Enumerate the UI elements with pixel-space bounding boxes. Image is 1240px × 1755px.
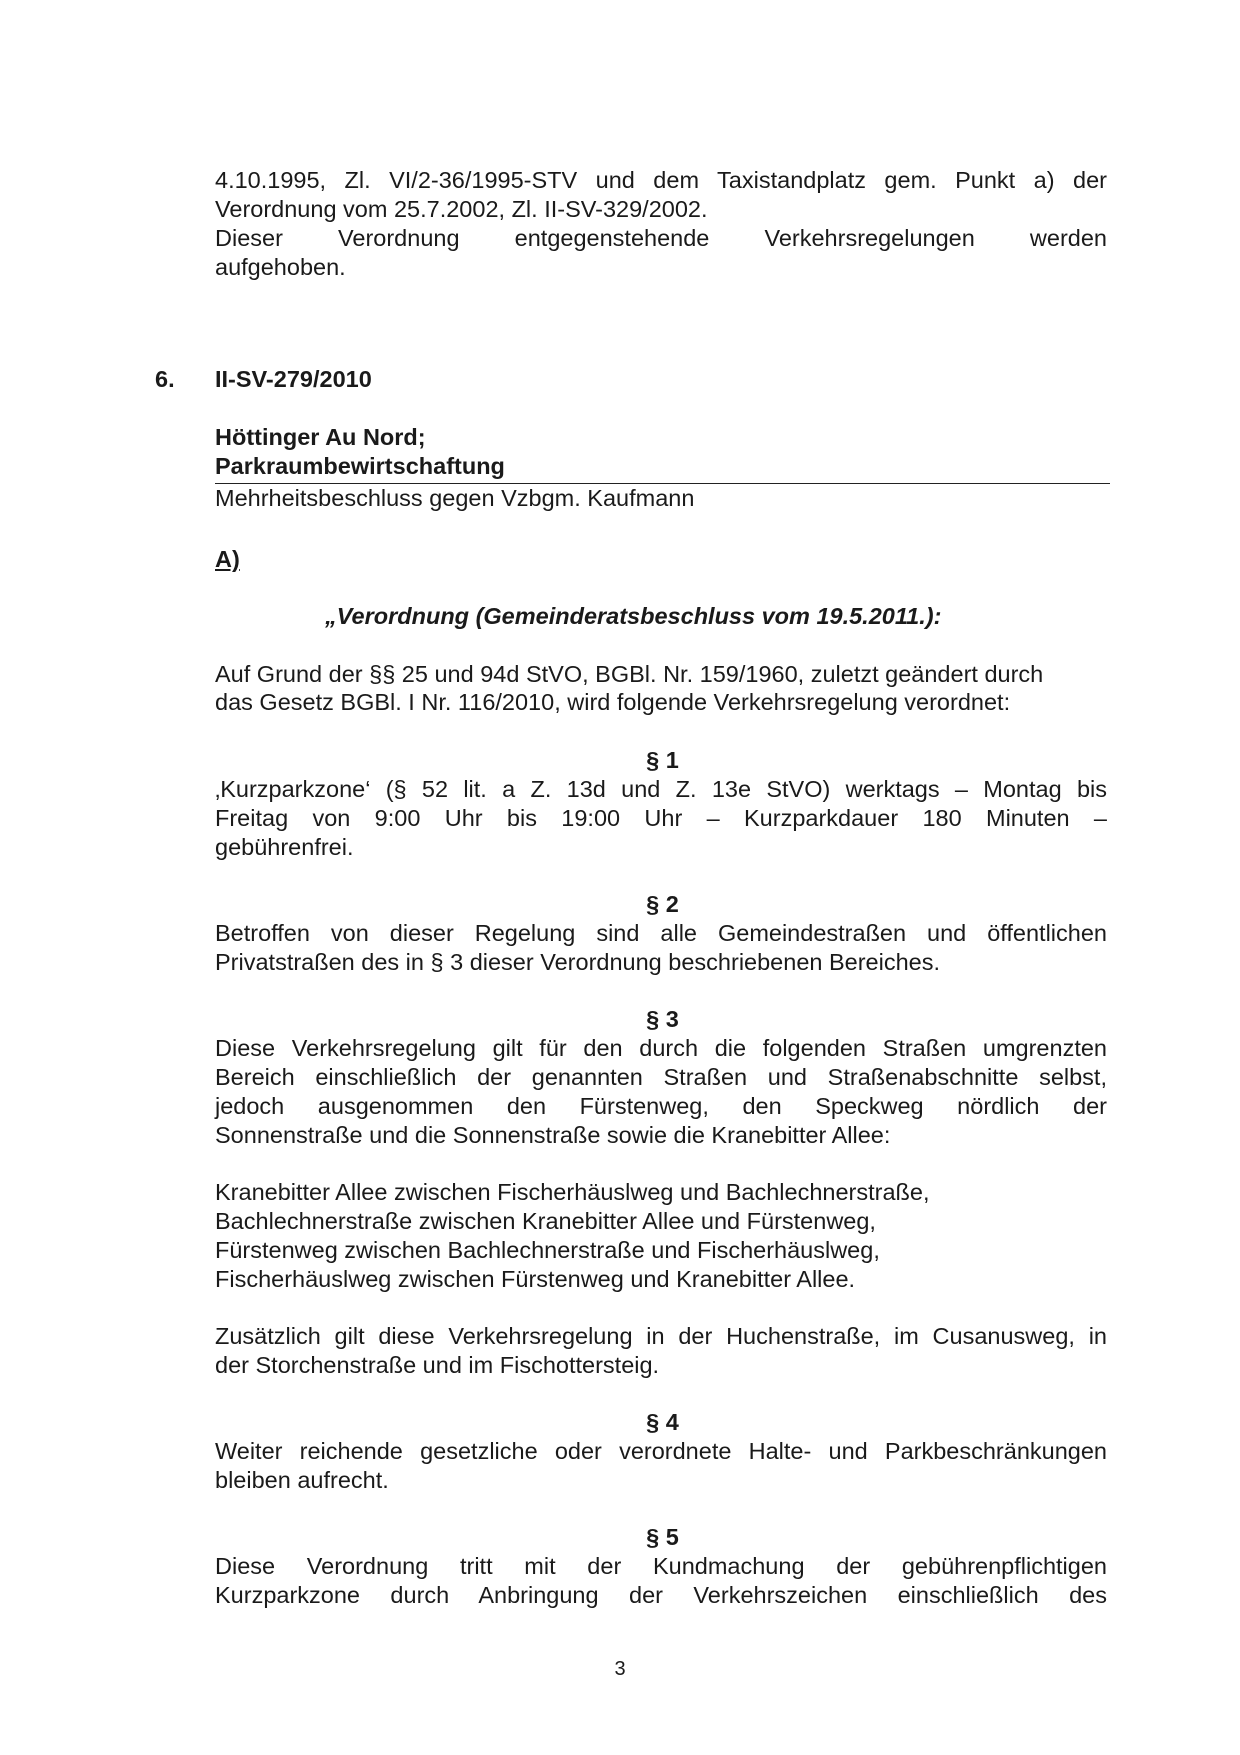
- item-title-line-2: Parkraumbewirtschaftung: [215, 453, 505, 479]
- intro-line-3: Dieser Verordnung entgegenstehende Verkehrsregelungen werden: [215, 225, 1107, 251]
- section-2-label: § 2: [646, 891, 679, 917]
- section-2-line-1: Betroffen von dieser Regelung sind alle Gemeindestraßen und öffentlichen: [215, 920, 1107, 946]
- section-1-label: § 1: [646, 747, 679, 773]
- section-1-line-2: Freitag von 9:00 Uhr bis 19:00 Uhr – Kurzparkdauer 180 Minuten –: [215, 805, 1107, 831]
- item-number: 6.: [155, 366, 175, 392]
- boundary-line-2: Bachlechnerstraße zwischen Kranebitter Allee und Fürstenweg,: [215, 1208, 876, 1234]
- intro-line-1: 4.10.1995, Zl. VI/2-36/1995-STV und dem Taxistandplatz gem. Punkt a) der: [215, 167, 1107, 193]
- section-2-line-2: Privatstraßen des in § 3 dieser Verordnung beschriebenen Bereiches.: [215, 949, 941, 975]
- item-code: II-SV-279/2010: [215, 366, 372, 392]
- boundary-line-1: Kranebitter Allee zwischen Fischerhäuslweg und Bachlechnerstraße,: [215, 1179, 930, 1205]
- item-title-line-1: Höttinger Au Nord;: [215, 424, 426, 450]
- section-3-line-2: Bereich einschließlich der genannten Straßen und Straßenabschnitte selbst,: [215, 1064, 1107, 1090]
- section-1-line-1: ‚Kurzparkzone‘ (§ 52 lit. a Z. 13d und Z. 13e StVO) werktags – Montag bis: [215, 776, 1107, 802]
- decision-note: Mehrheitsbeschluss gegen Vzbgm. Kaufmann: [215, 485, 695, 511]
- section-3-line-4: Sonnenstraße und die Sonnenstraße sowie die Kranebitter Allee:: [215, 1122, 891, 1148]
- section-3-extra-line-2: der Storchenstraße und im Fischottersteig.: [215, 1352, 660, 1378]
- section-3-line-3: jedoch ausgenommen den Fürstenweg, den Speckweg nördlich der: [215, 1093, 1107, 1119]
- section-3-line-1: Diese Verkehrsregelung gilt für den durch die folgenden Straßen umgrenzten: [215, 1035, 1107, 1061]
- boundary-line-4: Fischerhäuslweg zwischen Fürstenweg und Kranebitter Allee.: [215, 1266, 856, 1292]
- boundary-line-3: Fürstenweg zwischen Bachlechnerstraße und Fischerhäuslweg,: [215, 1237, 880, 1263]
- legal-basis-line-1: Auf Grund der §§ 25 und 94d StVO, BGBl. Nr. 159/1960, zuletzt geändert durch: [215, 661, 1044, 687]
- part-label: A): [215, 546, 240, 572]
- ordinance-heading: „Verordnung (Gemeinderatsbeschluss vom 19.5.2011.):: [325, 603, 942, 629]
- intro-line-2: Verordnung vom 25.7.2002, Zl. II-SV-329/2002.: [215, 196, 708, 222]
- section-5-line-2: Kurzparkzone durch Anbringung der Verkehrszeichen einschließlich des: [215, 1582, 1107, 1608]
- section-5-label: § 5: [646, 1524, 679, 1550]
- section-3-extra-line-1: Zusätzlich gilt diese Verkehrsregelung in der Huchenstraße, im Cusanusweg, in: [215, 1323, 1107, 1349]
- legal-basis-line-2: das Gesetz BGBl. I Nr. 116/2010, wird folgende Verkehrsregelung verordnet:: [215, 689, 1011, 715]
- section-4-line-1: Weiter reichende gesetzliche oder verordnete Halte- und Parkbeschränkungen: [215, 1438, 1107, 1464]
- section-5-line-1: Diese Verordnung tritt mit der Kundmachung der gebührenpflichtigen: [215, 1553, 1107, 1579]
- page-number: 3: [614, 1658, 626, 1680]
- section-4-label: § 4: [646, 1409, 679, 1435]
- section-3-label: § 3: [646, 1006, 679, 1032]
- intro-line-4: aufgehoben.: [215, 254, 346, 280]
- section-1-line-3: gebührenfrei.: [215, 834, 354, 860]
- section-4-line-2: bleiben aufrecht.: [215, 1467, 389, 1493]
